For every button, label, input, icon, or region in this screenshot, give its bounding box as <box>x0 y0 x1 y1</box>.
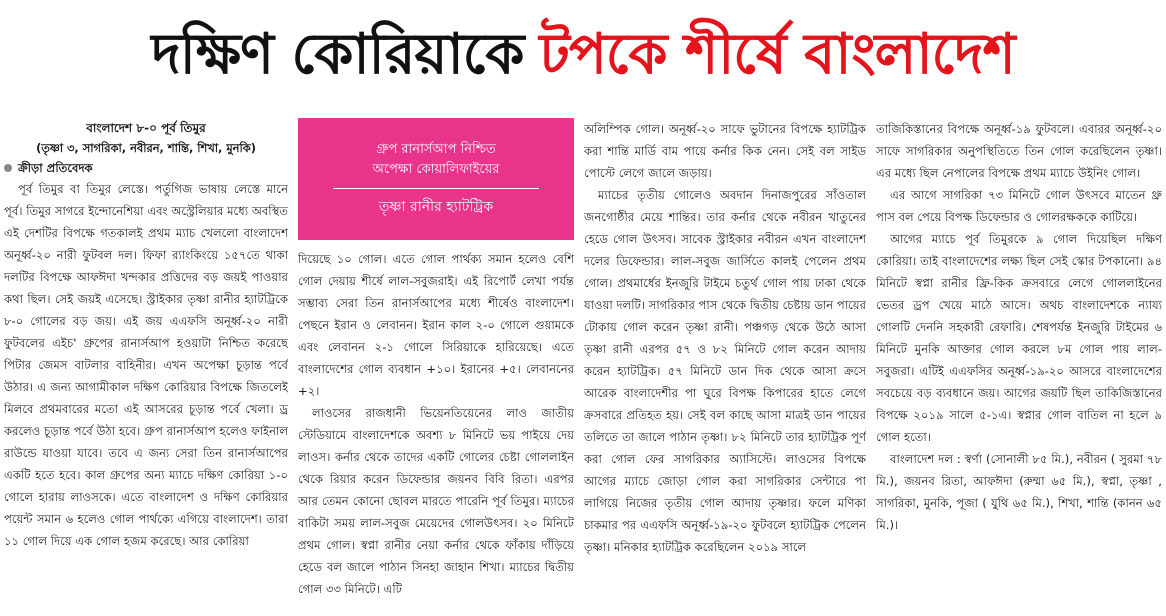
paragraph: ম্যাচের তৃতীয় গোলেও অবদান দিনাজপুরের সাঁওতাল জনগোষ্ঠীর মেয়ে শান্তির। তার কর্নার থেকে নবীরন খাতুনের হেডে গোল উৎসব। সাবেক স্ট্রাইকার নবীরন এখন বাংলাদেশ দলের ডিফেন্ডার। লাল-সবুজ জার্সিতে কালই পেলেন প্রথম গোল। প্রথমার্ধের ইনজুরি টাইমে চতুর্থ গোল পায় ঢাকা থেকে যাওয়া দলটি। সাগরিকার পাস থেকে দ্বিতীয় চেষ্টায় ডান পায়ের টোকায় গোল করেন তৃষ্ণা রানী। পঞ্চগড় থেকে উঠে আসা তৃষ্ণা রানী এরপর ৫৭ ও ৮২ মিনিটে গোল করেন আদায় করেন হ্যাটট্রিক। ৫৭ মিনিটে ডান দিক থেকে আসা ক্রসে আরেক বাংলাদেশীর পা ঘুরে বিপক্ষ কিপারের হাতে লেগে ক্রসবারে প্রতিহত হয়। সেই বল কাছে আসা মাত্রই ডান পায়ের তলিতে তা জালে পাঠান তৃষ্ণা। ৮২ মিনিটে তার হ্যাটট্রিক পূর্ণ করা গোল ফের সাগরিকার অ্যাসিস্টে। লাওসের বিপক্ষে আগের ম্যাচে জোড়া গোল করা সাগরিকার সেন্টারে পা লাগিয়ে নিজের তৃতীয় গোল আদায় তৃষ্ণার। ফলে মণিকা চাকমার পর এএফসি অনূর্ধ্ব-১৯-২০ ফুটবলে হ্যাটট্রিক পেলেন তৃষ্ণা। মনিকার হ্যাটট্রিক করেছিলেন ২০১৯ সালে <box>584 188 866 554</box>
match-score: বাংলাদেশ ৮-০ পূর্ব তিমুর <box>86 121 206 135</box>
paragraph: অলিম্পিক গোল। অনূর্ধ্ব-২০ সাফে ভুটানের বিপক্ষে হ্যাটট্রিক করা শান্তি মার্ডি বাম পায়ে কর্নার কিক নেন। সেই বল সাইড পোস্টে লেগে জালে জড়ায়। <box>584 122 866 180</box>
headline-part-black: দক্ষিণ কোরিয়াকে <box>151 22 524 87</box>
article-column-4 <box>876 118 1162 616</box>
paragraph: দিয়েছে ১০ গোল। এতে গোল পার্থক্য সমান হলেও বেশি গোল দেয়ায় শীর্ষে লাল-সবুজরাই। এই রিপোর্ট লেখা পর্যন্ত সম্ভাব্য সেরা তিন রানার্সআপের মধ্যে শীর্ষেও বাংলাদেশ। পেছনে ইরান ও লেবানন। ইরান কাল ২-০ গোলে গুয়ামকে এবং লেবানন ২-১ গোলে সিরিয়াকে হারিয়েছে। এতে বাংলাদেশের গোল ব্যবধান +১০। ইরানের +৫। লেবাননের +২। <box>298 252 574 398</box>
paragraph: তাজিকিস্তানের বিপক্ষে অনূর্ধ্ব-১৯ ফুটবলে। এবারর অনূর্ধ্ব-২০ সাফে সাগরিকার অনুপস্থিতিতে তিন গোল করেছিলেন তৃষ্ণা। এর মধ্যে ছিল নেপালের বিপক্ষে প্রথম ম্যাচে উইনিং গোল। <box>876 122 1162 180</box>
bullet-icon <box>4 164 12 172</box>
paragraph: আগের ম্যাচে পূর্ব তিমুরকে ৯ গোল দিয়েছিল দক্ষিণ কোরিয়া। তাই বাংলাদেশের লক্ষ্য ছিল সেই স্কোর টপকানো। ৯৪ মিনিটে স্বপ্না রানীর ফ্রি-কিক ক্রসবারে লেগে গোললাইনের ভেতর ড্রপ খেয়ে মাঠে আসে। অথচ বাংলাদেশকে ন্যায্য গোলটি দেননি সহকারী রেফারি। শেষপর্যন্ত ইনজুরি টাইমের ৬ মিনিটে মুনকি আক্তার গোল করলে ৮ম গোল পায় লাল-সবুজরা। এটিই এএফসির অনূর্ধ্ব-১৯-২০ আসরে বাংলাদেশের সবচেয়ে বড় ব্যবধানে জয়। আগের জয়টি ছিল তাকিজিস্তানের বিপক্ষে ২০১৯ সালে ৫-১এ। স্বপ্নার গোল বাতিল না হলে ৯ গোল হতো। <box>876 232 1162 444</box>
headline-part-red: টপকে শীর্ষে বাংলাদেশ <box>539 22 1015 87</box>
headline <box>0 0 1166 110</box>
article-column-1 <box>4 118 288 616</box>
article-column-2 <box>298 118 574 616</box>
byline-text: ক্রীড়া প্রতিবেদক <box>18 161 93 175</box>
paragraph: এর আগে সাগরিকা ৭৩ মিনিটে গোল উৎসবে মাতেন থ্রু পাস বল পেয়ে বিপক্ষ ডিফেন্ডার ও গোলরক্ষককে কাটিয়ে। <box>876 188 1162 224</box>
paragraph: বাংলাদেশ দল : স্বর্ণা (সোনালী ৮৫ মি.), নবীরন ( সুরমা ৭৮ মি.), জয়নব রিতা, আফঈদা (রুম্মা ৬৫ মি.), স্বপ্না, তৃষ্ণা , সাগরিকা, মুনকি, পূজা ( যুথি ৬৫ মি.), শিখা, শান্তি (কানন ৬৫ মি.)। <box>876 452 1162 532</box>
paragraph: লাওসের রাজধানী ভিয়েনতিয়েনের লাও জাতীয় স্টেডিয়ামে বাংলাদেশকে অবশ্য ৮ মিনিটে ভয় পাইয়ে দেয় লাওস। কর্নার থেকে তাদের একটি গোলের চেষ্টা গোললাইন থেকে রিয়ার করেন ডিফেন্ডার জয়নব বিবি রিতা। এরপর আর তেমন কোনো ছোবল মারতে পারেনি পূর্ব তিমুর। ম্যাচের বাকিটা সময় লাল-সবুজ মেয়েদের গোলউৎসব। ২০ মিনিটে প্রথম গোল। স্বপ্না রানীর নেয়া কর্নার থেকে ফাঁকায় দাঁড়িয়ে হেডে বল জালে পাঠান সিনহা জাহান শিখা। ম্যাচের দ্বিতীয় গোল ৩৩ মিনিটে। এটি <box>298 406 574 596</box>
highlight-kicker-1: গ্রুপ রানার্সআপ নিশ্চিত <box>376 141 496 157</box>
byline <box>4 158 288 178</box>
paragraph: পূর্ব তিমুর বা তিমুর লেস্তে। পর্তুগিজ ভাষায় লেস্তে মানে পূর্ব। তিমুর সাগরে ইন্দোনেশিয়া এবং অস্ট্রেলিয়ার মধ্যে অবস্থিত এই দেশটির বিপক্ষে গতকালই প্রথম ম্যাচ খেললো বাংলাদেশ অনূর্ধ্ব-২০ নারী ফুটবল দল। ফিফা র‍্যাংকিংয়ে ১৫৭তে থাকা দলটির বিপক্ষে আফঈদা খন্দকার প্রত্তিদের বড় জয়ই পাওয়ার কথা ছিল। সেই জয়ই এসেছে। স্ট্রাইকার তৃষ্ণা রানীর হ্যাটট্রিকে ৮-০ গোলের বড় জয়। এই জয় এএফসি অনূর্ধ্ব-২০ নারী ফুটবলের এইচ' গ্রুপের রানার্সআপ হওয়াটা নিশ্চিত করেছে পিটার জেমস বাটলার বাহিনীর। এখন অপেক্ষা চূড়ান্ত পর্বে উঠার। এ জন্য আগামীকাল দক্ষিণ কোরিয়ার বিপক্ষে জিতলেই মিলবে প্রথমবারের মতো এই আসরের চূড়ান্ত পর্বে খেলা। ড্র করলেও চূড়ান্ত পর্বে উঠা হবে। গ্রুপ রানার্সআপ হলেও ফাইনাল রাউন্ডে যাওয়া যাবে। তবে এ জন্য সেরা তিন রানার্সআপের একটি হতে হবে। কাল গ্রুপের অন্য ম্যাচে দক্ষিণ কোরিয়া ১-০ গোলে হারায় লাওসকে। এতে বাংলাদেশ ও দক্ষিণ কোরিয়ার পয়েন্ট সমান ৬ হলেও গোল পার্থক্যে এগিয়ে বাংলাদেশ। তারা ১১ গোল দিয়ে এক গোল হজম করেছে। আর কোরিয়া <box>4 182 288 548</box>
goal-scorers: (তৃষ্ণা ৩, সাগরিকা, নবীরন, শান্তি, শিখা, মুনকি) <box>36 141 256 155</box>
highlight-kicker-2: অপেক্ষা কোয়ালিফাইয়ের <box>372 161 500 177</box>
article-column-3 <box>584 118 866 616</box>
highlight-box <box>298 118 574 240</box>
highlight-divider <box>333 188 539 189</box>
highlight-subtitle: তৃষ্ণা রানীর হ্যাটট্রিক <box>378 198 494 215</box>
